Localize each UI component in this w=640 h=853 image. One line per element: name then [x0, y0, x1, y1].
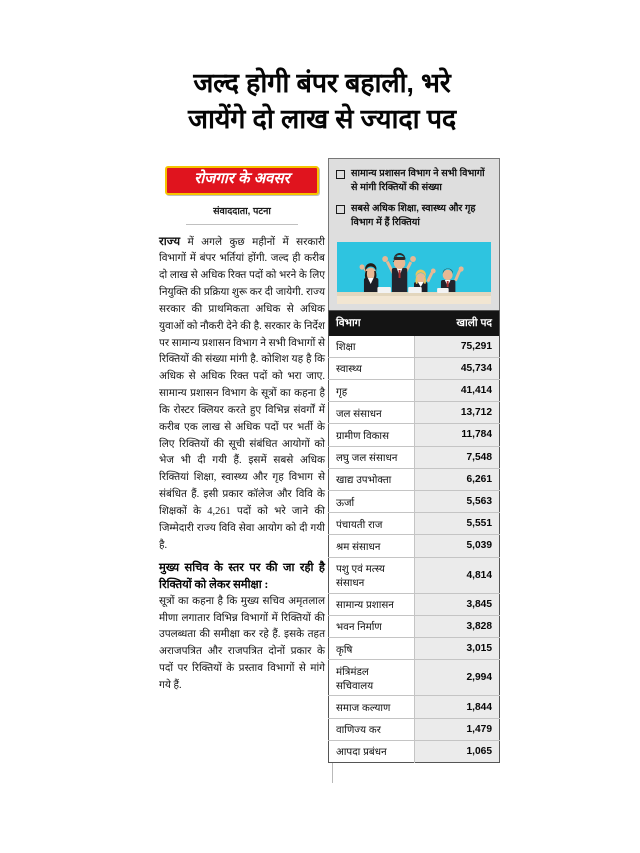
cell-department: समाज कल्याण: [329, 696, 415, 718]
fact-item-label: सामान्य प्रशासन विभाग ने सभी विभागों से मांगी रिक्तियों की संख्या: [351, 168, 485, 193]
cell-department: कृषि: [329, 638, 415, 660]
cell-department: मंत्रिमंडल सचिवालय: [329, 660, 415, 696]
byline-divider: [186, 224, 298, 225]
section-banner-label: रोजगार के अवसर: [194, 170, 290, 187]
section-banner: [165, 166, 319, 195]
table-row: [329, 557, 500, 593]
cell-department: भवन निर्माण: [329, 615, 415, 637]
table-row: [329, 468, 500, 490]
page-title: [152, 66, 492, 137]
table-body: [329, 336, 500, 763]
cell-vacancies: 41,414: [414, 380, 500, 402]
cell-department: आपदा प्रबंधन: [329, 740, 415, 762]
cell-department: श्रम संसाधन: [329, 535, 415, 557]
cell-vacancies: 5,551: [414, 513, 500, 535]
article-subheading: मुख्य सचिव के स्तर पर की जा रही है रिक्तियों को लेकर समीक्षा :: [159, 561, 325, 591]
cell-department: स्वास्थ्य: [329, 357, 415, 379]
cell-department: गृह: [329, 380, 415, 402]
cell-vacancies: 1,065: [414, 740, 500, 762]
cell-vacancies: 7,548: [414, 446, 500, 468]
cell-department: खाद्य उपभोक्ता: [329, 468, 415, 490]
cell-vacancies: 11,784: [414, 424, 500, 446]
table-row: [329, 638, 500, 660]
table-row: [329, 593, 500, 615]
cell-department: लघु जल संसाधन: [329, 446, 415, 468]
table-row: [329, 696, 500, 718]
cell-vacancies: 5,563: [414, 490, 500, 512]
cell-vacancies: 3,015: [414, 638, 500, 660]
cell-vacancies: 3,845: [414, 593, 500, 615]
fact-item: [336, 167, 492, 195]
table-row: [329, 446, 500, 468]
table-row: [329, 660, 500, 696]
cell-department: वाणिज्य कर: [329, 718, 415, 740]
cell-vacancies: 1,844: [414, 696, 500, 718]
table-row: [329, 490, 500, 512]
table-row: [329, 380, 500, 402]
fact-box: [328, 158, 500, 238]
fact-item-label: सबसे अधिक शिक्षा, स्वास्थ्य और गृह विभाग में हैं रिक्तियां: [351, 202, 476, 228]
table-row: [329, 718, 500, 740]
table-row: [329, 357, 500, 379]
article-paragraph-2: [159, 560, 325, 695]
cell-vacancies: 6,261: [414, 468, 500, 490]
cell-vacancies: 5,039: [414, 535, 500, 557]
fact-item: [336, 202, 492, 230]
illustration-graphic: [337, 242, 491, 304]
table-row: [329, 336, 500, 358]
table-row: [329, 535, 500, 557]
article-left-column: [159, 158, 325, 783]
square-bullet-icon: [336, 170, 345, 179]
celebrating-job-candidates-illustration: [337, 242, 491, 304]
cell-department: जल संसाधन: [329, 402, 415, 424]
cell-department: पंचायती राज: [329, 513, 415, 535]
headline-line-1: जल्द होगी बंपर बहाली, भरे: [193, 68, 451, 98]
column-header-vacancies: खाली पद: [414, 310, 500, 336]
cell-vacancies: 75,291: [414, 336, 500, 358]
table-row: [329, 615, 500, 637]
cell-vacancies: 4,814: [414, 557, 500, 593]
headline-line-2: जायेंगे दो लाख से ज्यादा पद: [187, 103, 457, 134]
table-header-row: [329, 310, 500, 336]
paragraph-2-text: सूत्रों का कहना है कि मुख्य सचिव अमृतलाल मीणा लगातार विभिन्न विभागों में रिक्तियों की उपलब्धता की समीक्षा कर रहे हैं. इसके तहत अराजपत्रित और राजपत्रित दोनों प्रकार के पदों पर रिक्तियों के प्रस्ताव विभागों से मांगे गये हैं.: [159, 595, 325, 691]
byline: संवाददाता, पटना: [213, 205, 271, 217]
table-row: [329, 402, 500, 424]
table-row: [329, 513, 500, 535]
cell-vacancies: 3,828: [414, 615, 500, 637]
cell-vacancies: 1,479: [414, 718, 500, 740]
cell-department: पशु एवं मत्स्य संसाधन: [329, 557, 415, 593]
cell-department: ऊर्जा: [329, 490, 415, 512]
article-right-column: [328, 158, 500, 763]
illustration-frame: [328, 238, 500, 310]
cell-vacancies: 45,734: [414, 357, 500, 379]
cell-vacancies: 2,994: [414, 660, 500, 696]
cell-department: ग्रामीण विकास: [329, 424, 415, 446]
article-columns: [150, 158, 500, 783]
article-paragraph-1: [159, 233, 325, 555]
vacancy-table: [328, 310, 500, 763]
cell-department: सामान्य प्रशासन: [329, 593, 415, 615]
cell-vacancies: 13,712: [414, 402, 500, 424]
column-header-department: विभाग: [329, 310, 415, 336]
section-banner-box: [165, 166, 319, 195]
table-row: [329, 740, 500, 762]
lead-word: राज्य: [159, 234, 181, 248]
paragraph-1-text: में अगले कुछ महीनों में सरकारी विभागों में बंपर भर्तियां होंगी. जल्द ही करीब दो लाख से अधिक रिक्त पदों को भरने के लिए नियुक्ति की प्रक्रिया शुरू कर दी जायेगी. राज्य सरकार की प्राथमिकता अधिक से अधिक युवाओं को नौकरी देने की है. सरकार के निर्देश पर सामान्य प्रशासन विभाग ने सभी विभागों से रिक्तियों की संख्या मांगी है. कोशिश यह है कि अधिक से अधिक रिक्त पदों को भरा जाए. सामान्य प्रशासन विभाग के सूत्रों का कहना है कि रोस्टर क्लियर करते हुए विभिन्न संवर्गों में करीब एक लाख से अधिक पदों पर भर्ती के लिए रिक्तियों की सूची संबंधित आयोगों को भेज भी दी गयी हैं. इसमें सबसे अधिक रिक्तियां शिक्षा, स्वास्थ्य और गृह विभाग से संबंधित हैं. इसी प्रकार कॉलेज और विवि के शिक्षकों के 4,261 पदों को भरे जाने की जिम्मेदारी राज्य विवि सेवा आयोग को दी गयी है.: [159, 236, 325, 551]
square-bullet-icon: [336, 205, 345, 214]
article-body: [159, 233, 325, 695]
table-row: [329, 424, 500, 446]
cell-department: शिक्षा: [329, 336, 415, 358]
